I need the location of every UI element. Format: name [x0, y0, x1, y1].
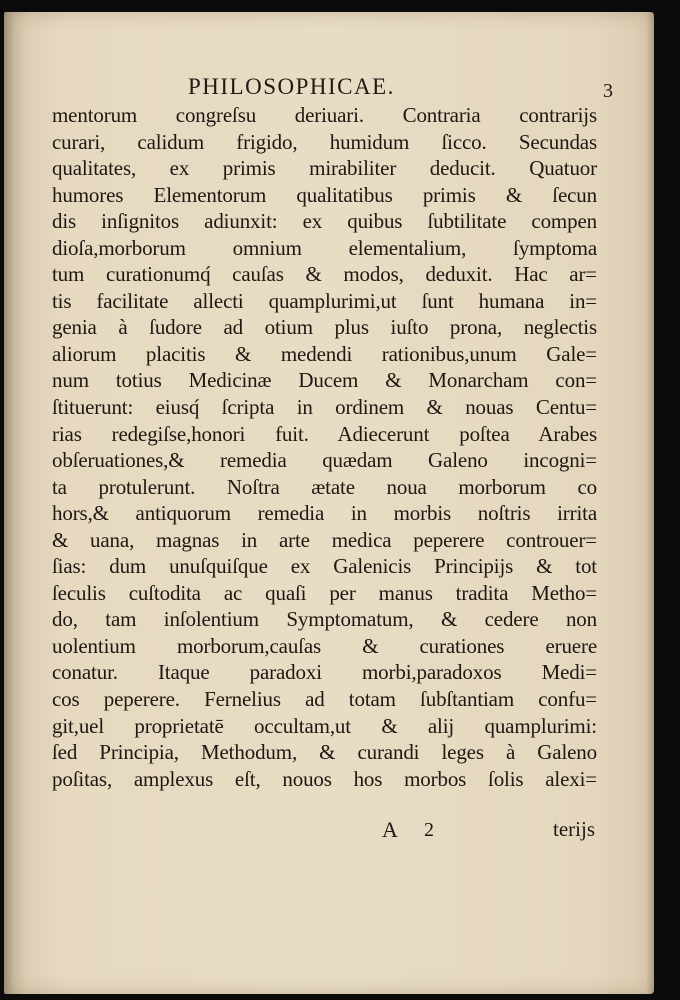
text-line: ſias: dum unuſquiſque ex Galenicis Principijs & tot — [52, 554, 597, 579]
text-line: humores Elementorum qualitatibus primis & ſecun — [52, 182, 597, 207]
page-number: 3 — [603, 80, 613, 102]
text-line: poſitas, amplexus eſt, nouos hos morbos ſolis alexi= — [52, 766, 597, 791]
text-line: ſeculis cuſtodita ac quaſi per manus tradita Metho= — [52, 580, 597, 605]
text-line: do, tam inſolentium Symptomatum, & cedere non — [52, 607, 597, 632]
text-line: conatur. Itaque paradoxi morbi,paradoxos Medi= — [52, 660, 597, 685]
text-line: uolentium morborum,cauſas & curationes eruere — [52, 633, 597, 658]
text-line: mentorum congreſsu deriuari. Contraria contrarijs — [52, 103, 597, 127]
text-line: ſed Principia, Methodum, & curandi leges à Galeno — [52, 740, 597, 765]
signature-mark: A — [382, 817, 399, 842]
body-text — [52, 102, 597, 792]
text-line: dioſa,morborum omnium elementalium, ſymptoma — [52, 235, 597, 260]
running-title: PHILOSOPHICAE. — [188, 74, 395, 99]
page-footer — [52, 817, 597, 847]
text-line: ta protulerunt. Noſtra ætate noua morborum co — [52, 474, 597, 499]
text-line: & uana, magnas in arte medica peperere controuer= — [52, 527, 597, 552]
text-line: qualitates, ex primis mirabiliter deducit. Quatuor — [52, 156, 597, 181]
signature-number: 2 — [424, 819, 434, 841]
text-line: genia à ſudore ad otium plus iuſto prona, neglectis — [52, 315, 597, 340]
text-line: cos peperere. Fernelius ad totam ſubſtantiam confu= — [52, 687, 597, 712]
text-line: aliorum placitis & medendi rationibus,unum Gale= — [52, 341, 597, 366]
text-line: dis inſignitos adiunxit: ex quibus ſubtilitate compen — [52, 209, 597, 234]
text-line: git,uel proprietatē occultam,ut & alij quamplurimi: — [52, 713, 597, 738]
text-line: obſeruationes,& remedia quædam Galeno incogni= — [52, 448, 597, 473]
text-line: hors,& antiquorum remedia in morbis noſtris irrita — [52, 501, 597, 526]
text-line: tis facilitate allecti quamplurimi,ut ſunt humana in= — [52, 288, 597, 313]
text-line: curari, calidum frigido, humidum ſicco. Secundas — [52, 129, 597, 154]
text-line: rias redegiſse,honori fuit. Adiecerunt poſtea Arabes — [52, 421, 597, 446]
text-line: num totius Medicinæ Ducem & Monarcham con= — [52, 368, 597, 393]
page-edge-shadow — [646, 12, 654, 994]
text-line: ſtituerunt: eiusq́ ſcripta in ordinem & nouas Centu= — [52, 395, 597, 420]
catchword: terijs — [553, 817, 595, 841]
page-header — [40, 74, 615, 104]
text-line: tum curationumq́ cauſas & modos, deduxit. Hac ar= — [52, 262, 597, 287]
